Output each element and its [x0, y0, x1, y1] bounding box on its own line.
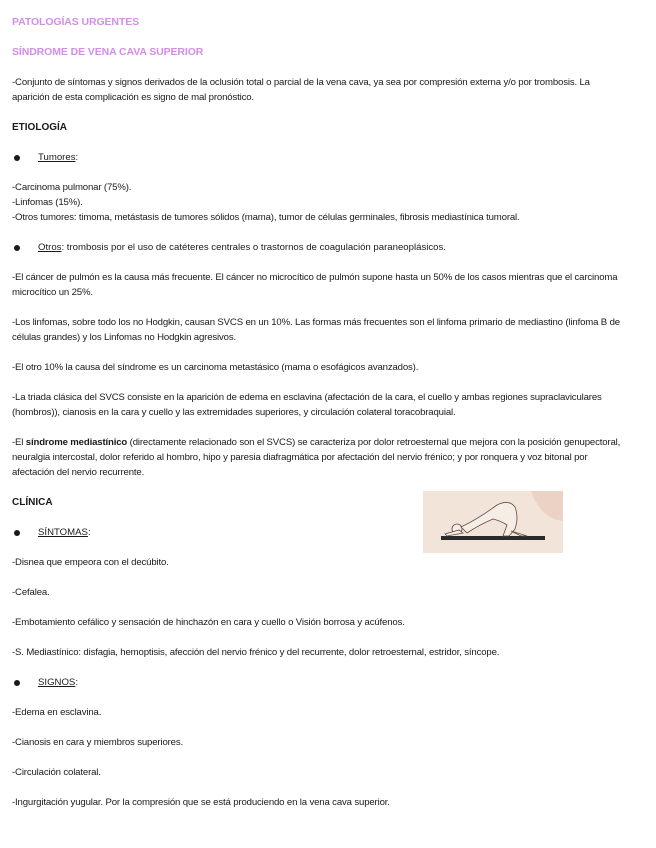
section-title: SÍNDROME DE VENA CAVA SUPERIOR: [12, 46, 204, 58]
bullet-label: SIGNOS: [38, 677, 76, 688]
sign-item: -Edema en esclavina.: [12, 707, 102, 718]
colon: :: [75, 677, 78, 688]
bullet-tumores: [12, 150, 624, 165]
bullet-otros: [12, 240, 624, 255]
sign-item: -Circulación colateral.: [12, 767, 101, 778]
paragraph-metastasico: -El otro 10% la causa del síndrome es un carcinoma metastásico (mama o esofágicos avanzados).: [12, 362, 419, 373]
colon: :: [75, 152, 79, 163]
symptom-item: -Disnea que empeora con el decúbito.: [12, 557, 169, 568]
document-title: PATOLOGÍAS URGENTES: [12, 16, 140, 28]
symptom-item: -Cefalea.: [12, 587, 50, 598]
list-item: -Linfomas (15%).: [12, 197, 83, 208]
bullet-signos: [12, 675, 624, 690]
etiologia-heading: ETIOLOGÍA: [12, 122, 67, 133]
symptom-item: -Embotamiento cefálico y sensación de hinchazón en cara y cuello o Visión borrosa y acúfenos.: [12, 617, 405, 628]
bullet-dot: [14, 680, 20, 686]
list-item: -Otros tumores: timoma, metástasis de tumores sólidos (mama), tumor de células germinales, fibrosis mediastínica tumoral.: [12, 212, 520, 223]
list-item: -Carcinoma pulmonar (75%).: [12, 182, 132, 193]
bullet-dot: [14, 530, 20, 536]
text-run: -El: [12, 437, 26, 448]
sign-item: -Ingurgitación yugular. Por la compresión que se está produciendo en la vena cava superior.: [12, 797, 390, 808]
bullet-label: Otros: [38, 242, 62, 253]
bold-term: síndrome mediastínico: [25, 437, 128, 448]
text-run: (directamente relacionado son el SVCS) se caracteriza por dolor retroesternal que mejora con la posición genupectoral, neuralgia intercostal, dolor referido al hombro, hipo y paresia diafragmática por afectación del nervio frénico; y por ronquera y voz bitonal por afectación del nervio recurrente.: [12, 437, 621, 478]
intro-paragraph: -Conjunto de síntomas y signos derivados de la oclusión total o parcial de la vena cava, ya sea por compresión externa y/o por trombosis. La aparición de esta complicación es signo de mal pronóstico.: [12, 77, 590, 103]
mat: [441, 536, 545, 540]
clinica-heading: CLÍNICA: [12, 497, 53, 508]
paragraph-linfomas: -Los linfomas, sobre todo los no Hodgkin, causan SVCS en un 10%. Las formas más frecuentes son el linfoma primario de mediastino (linfoma B de células grandes) y los Linfomas no Hodgkin agresivos.: [12, 317, 620, 343]
document-page: [12, 15, 624, 810]
paragraph-triada: -La triada clásica del SVCS consiste en la aparición de edema en esclavina (afectación de la cara, el cuello y ambas regiones supraclaviculares (hombros)), cianosis en la cara y cuello y las extremidades superiores, y circulación colateral toracobraquial.: [12, 392, 602, 418]
bullet-label: SÍNTOMAS: [38, 527, 88, 538]
symptom-item: -S. Mediastínico: disfagia, hemoptisis, afección del nervio frénico y del recurrente, dolor retroesternal, estridor, síncope.: [12, 647, 500, 658]
bullet-dot: [14, 245, 20, 251]
bullet-dot: [14, 155, 20, 161]
genupectoral-position-illustration: [423, 491, 563, 553]
paragraph-cancer-pulmon: -El cáncer de pulmón es la causa más frecuente. El cáncer no microcítico de pulmón supone hasta un 50% de los casos mientras que el carcinoma microcítico un 25%.: [12, 272, 618, 298]
bullet-text: : trombosis por el uso de catéteres centrales o trastornos de coagulación paraneoplásicos.: [61, 242, 446, 253]
sign-item: -Cianosis en cara y miembros superiores.: [12, 737, 184, 748]
bullet-label: Tumores: [38, 152, 76, 163]
colon: :: [87, 527, 91, 538]
paragraph-sindrome-mediastinico: [12, 435, 624, 480]
tumores-list: [12, 180, 624, 225]
